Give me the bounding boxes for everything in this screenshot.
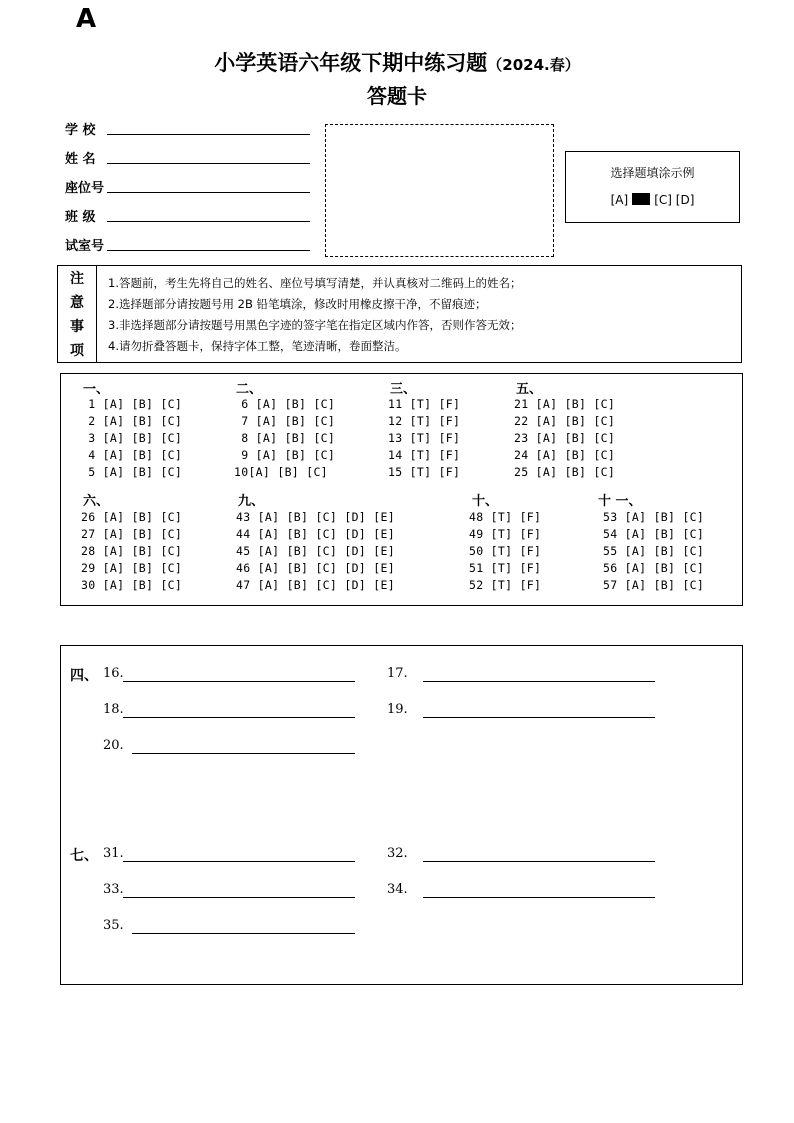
- question-number: 33.: [103, 882, 124, 897]
- page-subtitle: 答题卡: [367, 84, 427, 108]
- section-title: 九、: [238, 494, 265, 509]
- version-label: A: [76, 4, 97, 34]
- notice-items: [108, 273, 521, 357]
- room-field[interactable]: [65, 233, 310, 253]
- choice-row[interactable]: 23 [A] [B] [C]: [514, 431, 616, 445]
- notice-heading-char: 意: [70, 295, 84, 311]
- choice-row[interactable]: 48 [T] [F]: [469, 510, 542, 524]
- answer-line-19[interactable]: [423, 717, 655, 718]
- choice-row[interactable]: 14 [T] [F]: [388, 448, 461, 462]
- answer-line-31[interactable]: [123, 861, 355, 862]
- choice-row[interactable]: 43 [A] [B] [C] [D] [E]: [236, 510, 395, 524]
- choice-row[interactable]: 9 [A] [B] [C]: [234, 448, 336, 462]
- choice-row[interactable]: 27 [A] [B] [C]: [81, 527, 183, 541]
- choice-row[interactable]: 2 [A] [B] [C]: [81, 414, 183, 428]
- class-field[interactable]: [65, 204, 310, 224]
- answer-line-17[interactable]: [423, 681, 655, 682]
- notice-heading: [58, 266, 97, 362]
- question-number: 18.: [103, 702, 124, 717]
- answer-line-32[interactable]: [423, 861, 655, 862]
- question-number: 31.: [103, 846, 124, 861]
- choice-row[interactable]: 29 [A] [B] [C]: [81, 561, 183, 575]
- section-title: 七、: [70, 848, 98, 864]
- sample-option-d: [D]: [675, 193, 695, 207]
- notice-heading-char: 事: [70, 319, 84, 335]
- name-label: 姓 名: [65, 152, 96, 167]
- section-title: 三、: [390, 382, 417, 397]
- seat-label: 座位号: [65, 181, 105, 196]
- choice-row[interactable]: 57 [A] [B] [C]: [603, 578, 705, 592]
- qr-code-area: [325, 124, 554, 257]
- choice-row[interactable]: 3 [A] [B] [C]: [81, 431, 183, 445]
- sample-option-c: [C]: [654, 193, 672, 207]
- choice-row[interactable]: 44 [A] [B] [C] [D] [E]: [236, 527, 395, 541]
- section-title: 十 一、: [598, 494, 642, 509]
- name-line: [107, 163, 310, 164]
- school-label: 学 校: [65, 123, 96, 138]
- choice-row[interactable]: 45 [A] [B] [C] [D] [E]: [236, 544, 395, 558]
- title-year: （2024.春）: [487, 56, 580, 74]
- section-title: 六、: [83, 494, 110, 509]
- notice-heading-char: 项: [70, 343, 84, 359]
- choice-row[interactable]: 47 [A] [B] [C] [D] [E]: [236, 578, 395, 592]
- choice-row[interactable]: 54 [A] [B] [C]: [603, 527, 705, 541]
- question-number: 35.: [103, 918, 124, 933]
- section-title: 四、: [70, 668, 98, 684]
- choice-row[interactable]: 24 [A] [B] [C]: [514, 448, 616, 462]
- room-label: 试室号: [65, 239, 105, 254]
- choice-row[interactable]: 46 [A] [B] [C] [D] [E]: [236, 561, 395, 575]
- question-number: 20.: [103, 738, 124, 753]
- choice-row[interactable]: 13 [T] [F]: [388, 431, 461, 445]
- choice-row[interactable]: 8 [A] [B] [C]: [234, 431, 336, 445]
- choice-row[interactable]: 4 [A] [B] [C]: [81, 448, 183, 462]
- choice-row[interactable]: 30 [A] [B] [C]: [81, 578, 183, 592]
- choice-row[interactable]: 51 [T] [F]: [469, 561, 542, 575]
- class-line: [107, 221, 310, 222]
- sample-filled-mark: [632, 193, 650, 205]
- choice-row[interactable]: 26 [A] [B] [C]: [81, 510, 183, 524]
- choice-row[interactable]: 21 [A] [B] [C]: [514, 397, 616, 411]
- fill-sample-box: [565, 151, 740, 223]
- question-number: 17.: [387, 666, 408, 681]
- answer-line-34[interactable]: [423, 897, 655, 898]
- choice-row[interactable]: 11 [T] [F]: [388, 397, 461, 411]
- choice-row[interactable]: 52 [T] [F]: [469, 578, 542, 592]
- question-number: 19.: [387, 702, 408, 717]
- section-title: 二、: [236, 382, 263, 397]
- written-answer-area: [60, 645, 743, 985]
- notice-heading-char: 注: [70, 271, 84, 287]
- room-line: [107, 250, 310, 251]
- choice-row[interactable]: 56 [A] [B] [C]: [603, 561, 705, 575]
- answer-line-33[interactable]: [123, 897, 355, 898]
- school-line: [107, 134, 310, 135]
- choice-row[interactable]: 5 [A] [B] [C]: [81, 465, 183, 479]
- school-field[interactable]: [65, 117, 310, 137]
- choice-row[interactable]: 1 [A] [B] [C]: [81, 397, 183, 411]
- question-number: 16.: [103, 666, 124, 681]
- notice-item: 4.请勿折叠答题卡，保持字体工整，笔迹清晰，卷面整洁。: [108, 339, 407, 353]
- choice-row[interactable]: 50 [T] [F]: [469, 544, 542, 558]
- answer-line-16[interactable]: [123, 681, 355, 682]
- notice-box: [57, 265, 742, 363]
- notice-item: 1.答题前，考生先将自己的姓名、座位号填写清楚，并认真核对二维码上的姓名；: [108, 276, 522, 290]
- choice-row[interactable]: 22 [A] [B] [C]: [514, 414, 616, 428]
- choice-row[interactable]: 55 [A] [B] [C]: [603, 544, 705, 558]
- seat-line: [107, 192, 310, 193]
- choice-row[interactable]: 10[A] [B] [C]: [234, 465, 328, 479]
- seat-field[interactable]: [65, 175, 310, 195]
- choice-row[interactable]: 7 [A] [B] [C]: [234, 414, 336, 428]
- question-number: 32.: [387, 846, 408, 861]
- title-text: 小学英语六年级下期中练习题: [214, 51, 488, 75]
- choice-row[interactable]: 49 [T] [F]: [469, 527, 542, 541]
- class-label: 班 级: [65, 210, 96, 225]
- fill-sample-options: [566, 193, 739, 207]
- question-number: 34.: [387, 882, 408, 897]
- choice-row[interactable]: 53 [A] [B] [C]: [603, 510, 705, 524]
- section-title: 一、: [83, 382, 110, 397]
- choice-row[interactable]: 25 [A] [B] [C]: [514, 465, 616, 479]
- sample-option-a: [A]: [610, 193, 629, 207]
- choice-row[interactable]: 6 [A] [B] [C]: [234, 397, 336, 411]
- choice-answer-area: [60, 373, 743, 606]
- section-title: 五、: [516, 382, 543, 397]
- name-field[interactable]: [65, 146, 310, 166]
- choice-row[interactable]: 28 [A] [B] [C]: [81, 544, 183, 558]
- choice-row[interactable]: 15 [T] [F]: [388, 465, 461, 479]
- section-title: 十、: [472, 494, 499, 509]
- notice-item: 2.选择题部分请按题号用 2B 铅笔填涂，修改时用橡皮擦干净，不留痕迹；: [108, 297, 487, 311]
- notice-item: 3.非选择题部分请按题号用黑色字迹的签字笔在指定区域内作答，否则作答无效；: [108, 318, 522, 332]
- page-title: [0, 47, 794, 77]
- answer-line-18[interactable]: [123, 717, 355, 718]
- answer-line-35[interactable]: [132, 933, 355, 934]
- answer-line-20[interactable]: [132, 753, 355, 754]
- fill-sample-title: 选择题填涂示例: [610, 166, 695, 180]
- choice-row[interactable]: 12 [T] [F]: [388, 414, 461, 428]
